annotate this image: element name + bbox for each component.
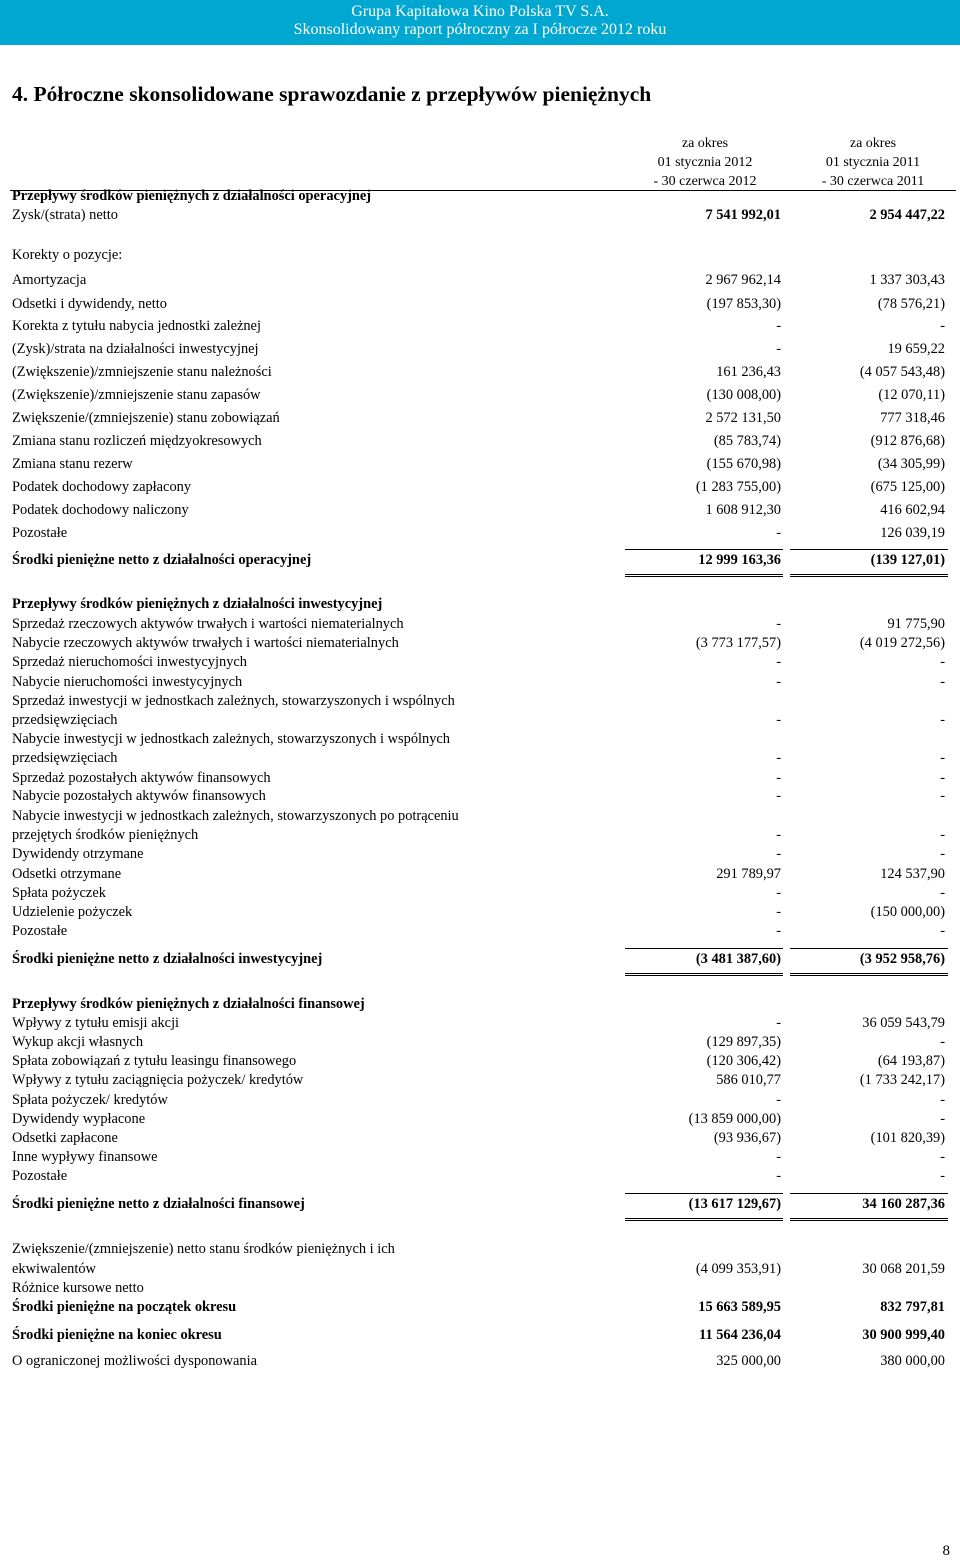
row-label: Spłata pożyczek/ kredytów	[12, 1092, 168, 1108]
value-2012: (130 008,00)	[706, 387, 781, 403]
table-row	[12, 1260, 948, 1279]
value-2011: -	[940, 318, 945, 334]
value-2011: (4 019 272,56)	[859, 635, 945, 651]
table-row	[12, 673, 948, 692]
row-label: (Zysk)/strata na działalności inwestycyjnej	[12, 341, 259, 357]
row-label: przejętych środków pieniężnych	[12, 827, 199, 843]
value-2012: -	[776, 341, 781, 357]
table-row	[12, 1071, 948, 1090]
value-2012: 291 789,97	[716, 866, 781, 882]
value-2012: -	[776, 674, 781, 690]
page-title: 4. Półroczne skonsolidowane sprawozdanie z przepływów pieniężnych	[12, 82, 652, 106]
table-row	[12, 1240, 948, 1259]
subtotal-rule-2012	[625, 948, 783, 949]
total-double-rule-2011	[790, 973, 948, 976]
value-2011: 2 954 447,22	[869, 207, 945, 223]
row-label: Przepływy środków pieniężnych z działalności operacyjnej	[12, 188, 372, 204]
total-row	[12, 1195, 948, 1214]
row-label: Korekta z tytułu nabycia jednostki zależnej	[12, 318, 261, 334]
table-row	[12, 1167, 948, 1186]
value-2012: -	[776, 885, 781, 901]
row-label: Środki pieniężne netto z działalności inwestycyjnej	[12, 951, 323, 967]
table-row	[12, 1352, 948, 1371]
value-2011: 124 537,90	[880, 866, 945, 882]
table-row	[12, 1148, 948, 1167]
value-2011: -	[940, 827, 945, 843]
value-2011: 1 337 303,43	[869, 272, 945, 288]
value-2011: -	[940, 750, 945, 766]
value-2011: -	[940, 1168, 945, 1184]
value-2012: -	[776, 1015, 781, 1031]
company-name: Grupa Kapitałowa Kino Polska TV S.A.	[351, 3, 609, 20]
subtotal-rule-2012	[625, 549, 783, 550]
table-row	[12, 769, 948, 788]
row-label: Przepływy środków pieniężnych z działalności inwestycyjnej	[12, 596, 383, 612]
value-2011: (3 952 958,76)	[859, 951, 945, 967]
value-2012: -	[776, 616, 781, 632]
value-2012: -	[776, 846, 781, 862]
row-label: Dywidendy otrzymane	[12, 846, 144, 862]
row-label: przedsięwzięciach	[12, 750, 118, 766]
row-label: Zmiana stanu rozliczeń międzyokresowych	[12, 433, 262, 449]
total-double-rule-2012	[625, 574, 783, 577]
row-label: Środki pieniężne netto z działalności finansowej	[12, 1196, 305, 1212]
table-row	[12, 634, 948, 653]
table-row	[12, 524, 948, 543]
table-row	[12, 1279, 948, 1298]
value-2012: -	[776, 1092, 781, 1108]
table-row	[12, 749, 948, 768]
table-row	[12, 340, 948, 359]
row-label: Inne wypływy finansowe	[12, 1149, 158, 1165]
value-2012: -	[776, 750, 781, 766]
value-2011: -	[940, 788, 945, 804]
value-2012: 586 010,77	[716, 1072, 781, 1088]
value-2012: (3 773 177,57)	[695, 635, 781, 651]
value-2012: (1 283 755,00)	[695, 479, 781, 495]
table-row	[12, 363, 948, 382]
row-label: Sprzedaż rzeczowych aktywów trwałych i wartości niematerialnych	[12, 616, 404, 632]
page-number: 8	[942, 1543, 950, 1559]
value-2011: 19 659,22	[887, 341, 945, 357]
row-label: Nabycie rzeczowych aktywów trwałych i wartości niematerialnych	[12, 635, 399, 651]
value-2011: (675 125,00)	[870, 479, 945, 495]
row-label: Nabycie nieruchomości inwestycyjnych	[12, 674, 243, 690]
column-header-2012-line3: - 30 czerwca 2012	[653, 174, 757, 189]
value-2012: (13 617 129,67)	[688, 1196, 781, 1212]
row-label: O ograniczonej możliwości dysponowania	[12, 1353, 257, 1369]
value-2012: 1 608 912,30	[705, 502, 781, 518]
total-row	[12, 551, 948, 570]
column-header-2011-line2: 01 stycznia 2011	[825, 155, 921, 170]
row-label: Przepływy środków pieniężnych z działalności finansowej	[12, 996, 365, 1012]
row-label: Pozostałe	[12, 923, 68, 939]
subtotal-rule-2012	[625, 1193, 783, 1194]
value-2011: -	[940, 1034, 945, 1050]
value-2012: -	[776, 923, 781, 939]
table-row	[12, 711, 948, 730]
value-2011: -	[940, 1092, 945, 1108]
row-label: Zysk/(strata) netto	[12, 207, 118, 223]
table-row	[12, 1326, 948, 1345]
total-double-rule-2012	[625, 973, 783, 976]
section-heading	[12, 187, 948, 206]
column-header-2011-line3: - 30 czerwca 2011	[821, 174, 925, 189]
value-2011: -	[940, 1111, 945, 1127]
row-label: Wpływy z tytułu zaciągnięcia pożyczek/ kredytów	[12, 1072, 304, 1088]
column-header-2012-line1: za okres	[681, 136, 729, 151]
value-2012: -	[776, 712, 781, 728]
table-row	[12, 295, 948, 314]
value-2011: 416 602,94	[880, 502, 945, 518]
total-row	[12, 950, 948, 969]
table-row	[12, 903, 948, 922]
value-2012: -	[776, 1168, 781, 1184]
row-label: Zwiększenie/(zmniejszenie) netto stanu środków pieniężnych i ich	[12, 1241, 395, 1257]
value-2012: 2 572 131,50	[705, 410, 781, 426]
value-2012: -	[776, 654, 781, 670]
value-2012: -	[776, 770, 781, 786]
table-row	[12, 615, 948, 634]
row-label: przedsięwzięciach	[12, 712, 118, 728]
row-label: Podatek dochodowy naliczony	[12, 502, 189, 518]
value-2012: -	[776, 525, 781, 541]
column-header-2011-line1: za okres	[849, 136, 897, 151]
table-row	[12, 653, 948, 672]
value-2012: (85 783,74)	[713, 433, 781, 449]
value-2011: 34 160 287,36	[862, 1196, 945, 1212]
value-2011: 30 068 201,59	[862, 1261, 945, 1277]
value-2012: 161 236,43	[716, 364, 781, 380]
table-row	[12, 1091, 948, 1110]
row-label: Nabycie inwestycji w jednostkach zależnych, stowarzyszonych i wspólnych	[12, 731, 450, 747]
row-label: Nabycie inwestycji w jednostkach zależnych, stowarzyszonych po potrąceniu	[12, 808, 459, 824]
total-double-rule-2011	[790, 574, 948, 577]
column-header-2012	[620, 134, 790, 191]
value-2011: (4 057 543,48)	[859, 364, 945, 380]
value-2011: -	[940, 712, 945, 728]
row-label: Wpływy z tytułu emisji akcji	[12, 1015, 180, 1031]
row-label: Korekty o pozycje:	[12, 247, 123, 263]
table-row	[12, 317, 948, 336]
value-2011: (34 305,99)	[877, 456, 945, 472]
table-row	[12, 501, 948, 520]
row-label: Spłata zobowiązań z tytułu leasingu finansowego	[12, 1053, 297, 1069]
value-2011: -	[940, 770, 945, 786]
row-label: Spłata pożyczek	[12, 885, 106, 901]
value-2011: (12 070,11)	[878, 387, 945, 403]
row-label: Środki pieniężne netto z działalności operacyjnej	[12, 552, 312, 568]
table-row	[12, 845, 948, 864]
value-2012: (93 936,67)	[713, 1130, 781, 1146]
value-2011: 777 318,46	[880, 410, 945, 426]
row-label: Zmiana stanu rezerw	[12, 456, 133, 472]
row-label: ekwiwalentów	[12, 1261, 96, 1277]
value-2011: 91 775,90	[887, 616, 945, 632]
row-label: Odsetki zapłacone	[12, 1130, 118, 1146]
value-2011: (64 193,87)	[877, 1053, 945, 1069]
row-label: Dywidendy wypłacone	[12, 1111, 146, 1127]
row-label: Odsetki otrzymane	[12, 866, 122, 882]
value-2012: 11 564 236,04	[699, 1327, 781, 1343]
row-label: (Zwiększenie)/zmniejszenie stanu zapasów	[12, 387, 261, 403]
value-2011: (78 576,21)	[877, 296, 945, 312]
row-label: Udzielenie pożyczek	[12, 904, 133, 920]
subtotal-rule-2011	[790, 1193, 948, 1194]
row-label: Środki pieniężne na koniec okresu	[12, 1327, 222, 1343]
value-2012: -	[776, 318, 781, 334]
value-2011: 36 059 543,79	[862, 1015, 945, 1031]
table-row	[12, 787, 948, 806]
value-2012: (155 670,98)	[706, 456, 781, 472]
row-label: Środki pieniężne na początek okresu	[12, 1299, 237, 1315]
table-row	[12, 478, 948, 497]
value-2011: (912 876,68)	[870, 433, 945, 449]
table-row	[12, 826, 948, 845]
table-row	[12, 386, 948, 405]
table-row	[12, 1129, 948, 1148]
row-label: Podatek dochodowy zapłacony	[12, 479, 192, 495]
value-2011: 126 039,19	[880, 525, 945, 541]
value-2012: -	[776, 827, 781, 843]
row-label: Odsetki i dywidendy, netto	[12, 296, 167, 312]
row-label: Zwiększenie/(zmniejszenie) stanu zobowiązań	[12, 410, 280, 426]
row-label: Sprzedaż inwestycji w jednostkach zależnych, stowarzyszonych i wspólnych	[12, 693, 455, 709]
value-2011: -	[940, 654, 945, 670]
report-header-bar	[0, 0, 960, 45]
value-2012: (13 859 000,00)	[688, 1111, 781, 1127]
table-row	[12, 1110, 948, 1129]
section-heading	[12, 595, 948, 614]
value-2011: -	[940, 846, 945, 862]
table-row	[12, 206, 948, 225]
value-2011: (1 733 242,17)	[859, 1072, 945, 1088]
row-label: Amortyzacja	[12, 272, 87, 288]
value-2011: -	[940, 885, 945, 901]
table-row	[12, 865, 948, 884]
value-2012: 2 967 962,14	[705, 272, 781, 288]
value-2012: -	[776, 1149, 781, 1165]
row-label: Nabycie pozostałych aktywów finansowych	[12, 788, 266, 804]
value-2012: 325 000,00	[716, 1353, 781, 1369]
value-2012: -	[776, 904, 781, 920]
row-label: Wykup akcji własnych	[12, 1034, 144, 1050]
value-2012: (120 306,42)	[706, 1053, 781, 1069]
table-row	[12, 246, 948, 265]
row-label: Pozostałe	[12, 1168, 68, 1184]
table-row	[12, 884, 948, 903]
column-header-2011	[788, 134, 958, 191]
table-row	[12, 432, 948, 451]
value-2012: 12 999 163,36	[698, 552, 781, 568]
table-row	[12, 692, 948, 711]
value-2012: -	[776, 788, 781, 804]
row-label: Sprzedaż pozostałych aktywów finansowych	[12, 770, 271, 786]
value-2011: 30 900 999,40	[862, 1327, 945, 1343]
table-row	[12, 409, 948, 428]
row-label: Sprzedaż nieruchomości inwestycyjnych	[12, 654, 247, 670]
total-double-rule-2011	[790, 1218, 948, 1221]
subtotal-rule-2011	[790, 948, 948, 949]
value-2012: (4 099 353,91)	[695, 1261, 781, 1277]
value-2011: 380 000,00	[880, 1353, 945, 1369]
value-2011: -	[940, 674, 945, 690]
row-label: Różnice kursowe netto	[12, 1280, 144, 1296]
value-2011: (139 127,01)	[870, 552, 945, 568]
value-2011: -	[940, 1149, 945, 1165]
table-row	[12, 1298, 948, 1317]
table-row	[12, 1033, 948, 1052]
section-heading	[12, 995, 948, 1014]
value-2011: -	[940, 923, 945, 939]
table-row	[12, 1052, 948, 1071]
total-double-rule-2012	[625, 1218, 783, 1221]
value-2012: 15 663 589,95	[698, 1299, 781, 1315]
report-name: Skonsolidowany raport półroczny za I półrocze 2012 roku	[293, 21, 667, 38]
table-row	[12, 1014, 948, 1033]
value-2012: 7 541 992,01	[705, 207, 781, 223]
row-label: Pozostałe	[12, 525, 68, 541]
column-header-2012-line2: 01 stycznia 2012	[657, 155, 753, 170]
value-2011: (150 000,00)	[870, 904, 945, 920]
table-row	[12, 730, 948, 749]
subtotal-rule-2011	[790, 549, 948, 550]
value-2012: (3 481 387,60)	[695, 951, 781, 967]
table-row	[12, 455, 948, 474]
table-row	[12, 922, 948, 941]
value-2011: 832 797,81	[880, 1299, 945, 1315]
table-row	[12, 271, 948, 290]
value-2012: (197 853,30)	[706, 296, 781, 312]
value-2012: (129 897,35)	[706, 1034, 781, 1050]
row-label: (Zwiększenie)/zmniejszenie stanu należności	[12, 364, 272, 380]
table-row	[12, 807, 948, 826]
value-2011: (101 820,39)	[870, 1130, 945, 1146]
